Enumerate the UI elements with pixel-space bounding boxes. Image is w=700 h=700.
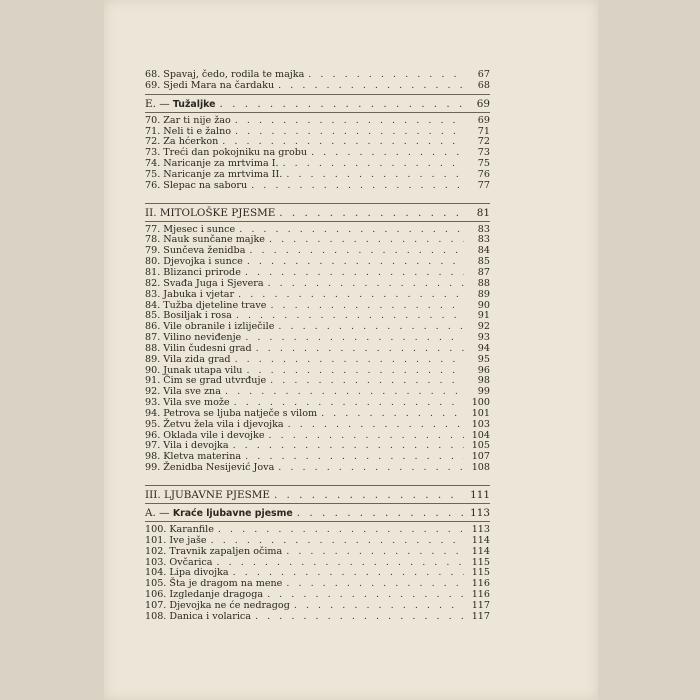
- entry-number: 88.: [145, 342, 161, 354]
- entry-page: 68: [477, 79, 490, 91]
- leader-dots: [218, 525, 464, 536]
- entry-page: 90: [477, 299, 490, 311]
- entry-title: Oklada vile i devojke: [163, 429, 265, 441]
- toc-entry: [145, 547, 490, 558]
- leader-dots: [268, 279, 464, 290]
- leader-dots: [286, 170, 464, 181]
- entry-title: Čim se grad utvrđuje: [163, 375, 267, 387]
- leader-dots: [294, 601, 464, 612]
- section-page: 81: [476, 206, 490, 219]
- entry-number: 93.: [145, 397, 161, 409]
- toc-entry: [145, 420, 490, 431]
- entry-title: Vila i devojka: [163, 440, 229, 452]
- entry-page: 84: [477, 245, 490, 257]
- entry-number: 95.: [145, 418, 161, 430]
- entry-page: 95: [477, 353, 490, 365]
- entry-title: Ive jaše: [169, 534, 207, 546]
- leader-dots: [297, 507, 464, 519]
- entry-page: 98: [477, 375, 490, 387]
- entry-number: 70.: [145, 114, 161, 126]
- entry-title: Jabuka i vjetar: [163, 288, 235, 300]
- entry-title: Za hćerkon: [163, 136, 219, 148]
- entry-number: 79.: [145, 245, 161, 257]
- section-title: Tužaljke: [172, 98, 216, 110]
- section-letter: E. —: [145, 97, 170, 110]
- leader-dots: [245, 452, 464, 463]
- entry-page: 114: [471, 545, 490, 557]
- entry-page: 104: [471, 429, 490, 441]
- entry-page: 91: [477, 310, 490, 322]
- leader-dots: [286, 547, 464, 558]
- section-letter: A. —: [145, 507, 170, 519]
- leader-dots: [245, 333, 464, 344]
- entry-title: Bosiljak i rosa: [163, 310, 232, 322]
- section-page: 111: [470, 489, 490, 501]
- section-letter: III.: [145, 489, 161, 501]
- entry-title: Nauk sunčane majke: [163, 234, 265, 246]
- table-of-contents: [145, 70, 490, 623]
- entry-title: Slepac na saboru: [163, 179, 248, 191]
- entry-page: 115: [471, 567, 490, 579]
- entry-number: 76.: [145, 179, 161, 191]
- entry-page: 105: [471, 440, 490, 452]
- entry-number: 86.: [145, 321, 161, 333]
- entry-title: Treći dan pokojniku na grobu: [163, 147, 308, 159]
- entry-number: 75.: [145, 168, 161, 180]
- entry-number: 73.: [145, 147, 161, 159]
- entry-number: 83.: [145, 288, 161, 300]
- entry-number: 81.: [145, 266, 161, 278]
- entry-page: 100: [471, 397, 490, 409]
- entry-page: 103: [471, 418, 490, 430]
- entry-page: 77: [477, 179, 490, 191]
- leader-dots: [235, 116, 464, 127]
- section-page: 113: [470, 507, 490, 519]
- entry-page: 108: [471, 462, 490, 474]
- leader-dots: [283, 159, 464, 170]
- entry-page: 101: [471, 407, 490, 419]
- leader-dots: [246, 366, 464, 377]
- entry-title: Sjedi Mara na čardaku: [163, 79, 275, 91]
- entry-page: 83: [477, 234, 490, 246]
- entry-title: Zar ti nije žao: [163, 114, 231, 126]
- leader-dots: [251, 181, 464, 192]
- entry-page: 72: [477, 136, 490, 148]
- entry-page: 114: [471, 534, 490, 546]
- entry-title: Tužba djeteline trave: [163, 299, 267, 311]
- entry-number: 74.: [145, 158, 161, 170]
- entry-page: 116: [471, 589, 490, 601]
- divider-rule: [145, 503, 490, 504]
- entry-title: Junak utapa vilu: [163, 364, 243, 376]
- entry-number: 72.: [145, 136, 161, 148]
- entry-title: Žetvu žela vila i djevojka: [163, 418, 284, 430]
- leader-dots: [288, 420, 464, 431]
- leader-dots: [245, 268, 464, 279]
- toc-entry: [145, 463, 490, 474]
- entry-title: Sunčeva ženidba: [163, 245, 246, 257]
- leader-dots: [220, 98, 465, 110]
- entry-number: 108.: [145, 610, 167, 622]
- leader-dots: [267, 590, 464, 601]
- section-heading-iii: [145, 489, 490, 501]
- entry-number: 100.: [145, 524, 167, 535]
- section-heading-ii: [145, 207, 490, 219]
- toc-entry: [145, 116, 490, 127]
- entry-title: Danica i volarica: [169, 610, 252, 622]
- toc-group-1: [145, 70, 490, 92]
- entry-title: Kletva materina: [163, 451, 242, 463]
- entry-title: Neli ti e žalno: [163, 125, 232, 137]
- toc-group-2: [145, 116, 490, 192]
- entry-title: Mjesec i sunce: [163, 223, 236, 235]
- entry-title: Vila sve može: [163, 397, 230, 409]
- toc-entry: [145, 290, 490, 301]
- leader-dots: [279, 207, 464, 219]
- entry-page: 89: [477, 288, 490, 300]
- entry-number: 68.: [145, 69, 161, 80]
- leader-dots: [308, 70, 464, 81]
- leader-dots: [269, 235, 464, 246]
- entry-number: 92.: [145, 386, 161, 398]
- entry-number: 87.: [145, 332, 161, 344]
- entry-number: 106.: [145, 589, 167, 601]
- leader-dots: [311, 148, 464, 159]
- entry-number: 97.: [145, 440, 161, 452]
- entry-number: 96.: [145, 429, 161, 441]
- divider-rule: [145, 203, 490, 204]
- divider-rule: [145, 521, 490, 522]
- entry-title: Travnik zapaljen očima: [169, 545, 283, 557]
- entry-title: Vilino neviđenje: [163, 332, 242, 344]
- entry-page: 99: [477, 386, 490, 398]
- entry-title: Karanfile: [169, 524, 214, 535]
- leader-dots: [321, 409, 464, 420]
- entry-page: 67: [477, 69, 490, 80]
- entry-number: 82.: [145, 277, 161, 289]
- leader-dots: [247, 257, 464, 268]
- entry-number: 69.: [145, 79, 161, 91]
- toc-entry: [145, 181, 490, 192]
- toc-entry: [145, 355, 490, 366]
- entry-number: 77.: [145, 223, 161, 235]
- entry-number: 84.: [145, 299, 161, 311]
- entry-page: 115: [471, 556, 490, 568]
- entry-page: 73: [477, 147, 490, 159]
- entry-title: Naricanje za mrtvima I.: [163, 158, 279, 170]
- entry-number: 71.: [145, 125, 161, 137]
- entry-number: 98.: [145, 451, 161, 463]
- spacer: [145, 192, 490, 201]
- divider-rule: [145, 94, 490, 95]
- toc-entry: [145, 612, 490, 623]
- entry-page: 76: [477, 168, 490, 180]
- entry-title: Naricanje za mrtvima II.: [163, 168, 283, 180]
- entry-title: Vile obranile i izliječile: [163, 321, 275, 333]
- entry-title: Djevojka ne će nedragog: [169, 599, 290, 611]
- entry-title: Ovčarica: [169, 556, 213, 568]
- leader-dots: [238, 290, 464, 301]
- entry-number: 91.: [145, 375, 161, 387]
- entry-number: 94.: [145, 407, 161, 419]
- entry-title: Blizanci prirode: [163, 266, 241, 278]
- entry-number: 80.: [145, 256, 161, 268]
- leader-dots: [278, 463, 464, 474]
- entry-page: 85: [477, 256, 490, 268]
- leader-dots: [235, 355, 464, 366]
- entry-number: 85.: [145, 310, 161, 322]
- leader-dots: [239, 225, 464, 236]
- entry-title: Šta je dragom na mene: [169, 578, 283, 590]
- entry-title: Djevojka i sunce: [163, 256, 243, 268]
- entry-title: Spavaj, čedo, rodila te majka: [163, 69, 305, 80]
- section-title: LJUBAVNE PJESME: [163, 489, 270, 501]
- section-heading-e: [145, 98, 490, 110]
- leader-dots: [249, 246, 464, 257]
- leader-dots: [278, 322, 464, 333]
- entry-page: 83: [477, 223, 490, 235]
- leader-dots: [255, 612, 464, 623]
- entry-page: 117: [471, 599, 490, 611]
- divider-rule: [145, 221, 490, 222]
- toc-group-3: [145, 225, 490, 474]
- leader-dots: [217, 558, 464, 569]
- toc-group-4: [145, 525, 490, 623]
- leader-dots: [269, 431, 464, 442]
- entry-page: 69: [477, 114, 490, 126]
- leader-dots: [274, 489, 464, 501]
- leader-dots: [270, 301, 464, 312]
- entry-title: Vila sve zna: [163, 386, 221, 398]
- entry-page: 87: [477, 266, 490, 278]
- toc-entry: [145, 81, 490, 92]
- entry-number: 104.: [145, 567, 167, 579]
- leader-dots: [286, 579, 464, 590]
- entry-number: 103.: [145, 556, 167, 568]
- entry-number: 78.: [145, 234, 161, 246]
- entry-title: Ženidba Nesijević Jova: [163, 462, 275, 474]
- entry-page: 107: [471, 451, 490, 463]
- entry-page: 94: [477, 342, 490, 354]
- entry-title: Petrova se ljuba natječe s vilom: [163, 407, 318, 419]
- entry-page: 88: [477, 277, 490, 289]
- entry-number: 99.: [145, 462, 161, 474]
- divider-rule: [145, 485, 490, 486]
- entry-page: 93: [477, 332, 490, 344]
- entry-title: Vilin čudesni grad: [163, 342, 252, 354]
- entry-page: 117: [471, 610, 490, 622]
- entry-page: 71: [477, 125, 490, 137]
- entry-page: 92: [477, 321, 490, 333]
- leader-dots: [225, 387, 464, 398]
- entry-title: Svađa Juga i Sjevera: [163, 277, 264, 289]
- leader-dots: [278, 81, 464, 92]
- entry-page: 113: [471, 524, 490, 535]
- entry-title: Izgledanje dragoga: [169, 589, 264, 601]
- divider-rule: [145, 112, 490, 113]
- entry-number: 101.: [145, 534, 167, 546]
- section-page: 69: [476, 97, 490, 110]
- leader-dots: [235, 127, 464, 138]
- entry-number: 90.: [145, 364, 161, 376]
- entry-page: 96: [477, 364, 490, 376]
- section-heading-a: [145, 507, 490, 519]
- entry-number: 89.: [145, 353, 161, 365]
- entry-page: 75: [477, 158, 490, 170]
- section-letter: II.: [145, 206, 157, 219]
- entry-title: Vila zida grad: [163, 353, 231, 365]
- leader-dots: [233, 441, 464, 452]
- entry-number: 107.: [145, 599, 167, 611]
- section-title: MITOLOŠKE PJESME: [159, 206, 276, 219]
- entry-number: 102.: [145, 545, 167, 557]
- spacer: [145, 474, 490, 483]
- entry-number: 105.: [145, 578, 167, 590]
- entry-title: Lipa divojka: [169, 567, 229, 579]
- entry-page: 116: [471, 578, 490, 590]
- leader-dots: [256, 344, 464, 355]
- section-title: Kraće ljubavne pjesme: [172, 508, 293, 519]
- leader-dots: [270, 376, 464, 387]
